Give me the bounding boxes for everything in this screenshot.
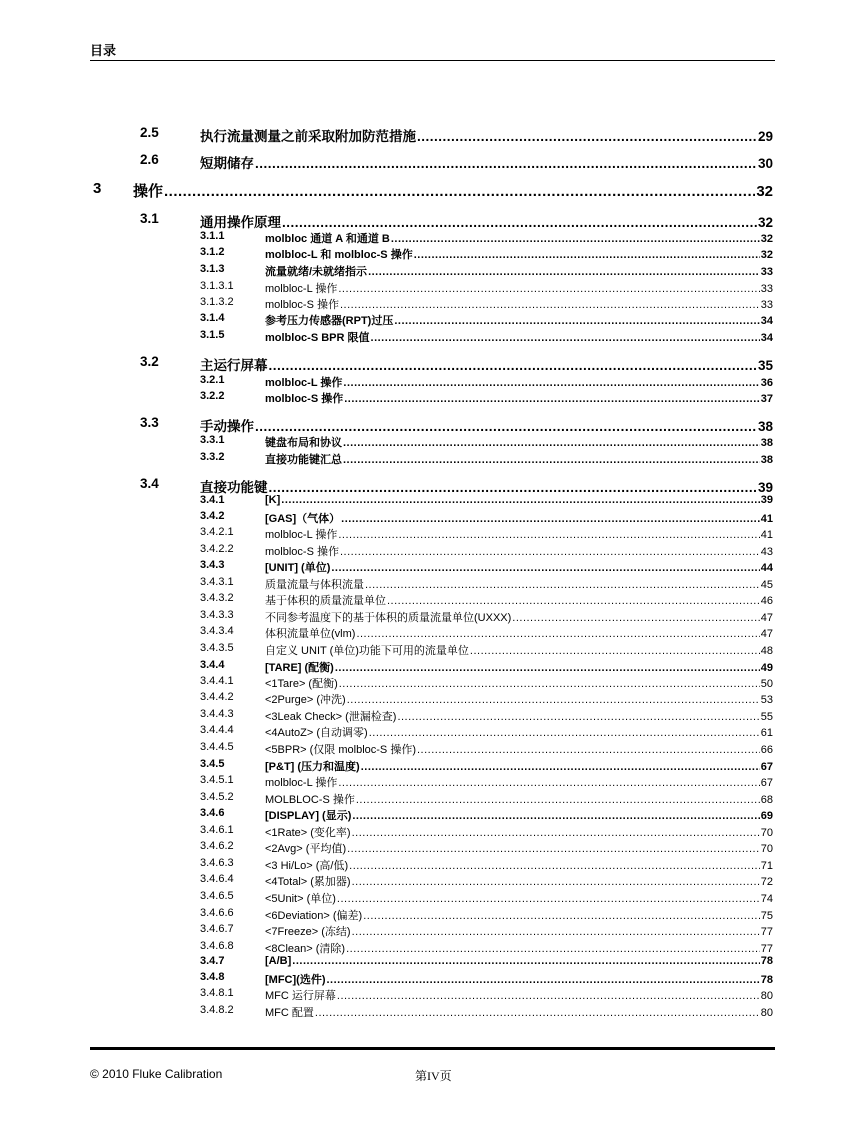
toc-entry-title: molbloc-S 操作 — [265, 546, 339, 558]
toc-entry-number: 3.3 — [140, 415, 159, 430]
toc-entry[interactable] — [200, 1004, 773, 1020]
toc-dot-leader — [512, 612, 759, 624]
toc-entry-title: [TARE] (配衡) — [265, 662, 334, 674]
toc-dot-leader — [344, 393, 760, 405]
toc-entry[interactable] — [140, 152, 773, 171]
toc-entry-number: 3.4.7 — [200, 955, 225, 967]
toc-entry[interactable] — [140, 354, 773, 373]
toc-entry[interactable] — [200, 451, 773, 467]
toc-entry-page: 43 — [760, 546, 773, 558]
toc-entry-title: 体积流量单位(vlm) — [265, 628, 356, 640]
toc-entry[interactable] — [200, 494, 773, 510]
toc-entry-page: 32 — [760, 233, 773, 245]
toc-entry-title: molbloc-L 操作 — [265, 377, 343, 389]
toc-entry-title: [MFC](选件) — [265, 974, 326, 986]
toc-dot-leader — [349, 860, 760, 872]
toc-dot-leader — [387, 595, 760, 607]
toc-entry-title: MFC 运行屏幕 — [265, 990, 336, 1002]
toc-entry-page: 70 — [760, 843, 773, 855]
toc-entry-number: 3.1.3.1 — [200, 280, 234, 292]
toc-dot-leader — [269, 480, 757, 495]
toc-entry-number: 3.1.4 — [200, 312, 225, 324]
toc-entry-number: 3.1.1 — [200, 230, 225, 242]
toc-entry-number: 2.5 — [140, 125, 159, 140]
toc-entry-page: 44 — [760, 562, 773, 574]
toc-entry-number: 3.3.1 — [200, 434, 225, 446]
toc-entry[interactable] — [200, 907, 773, 923]
toc-entry-title: 执行流量测量之前采取附加防范措施 — [200, 129, 416, 144]
toc-entry-page: 34 — [760, 332, 773, 344]
toc-entry-number: 3.4.4 — [200, 659, 225, 671]
toc-entry[interactable] — [200, 873, 773, 889]
footer-rule — [90, 1047, 775, 1050]
toc-entry-number: 3.4.6.1 — [200, 824, 234, 836]
toc-dot-leader — [341, 513, 760, 525]
toc-dot-leader — [352, 810, 759, 822]
toc-entry-title: <5Unit> (单位) — [265, 893, 336, 905]
toc-entry-page: 47 — [760, 628, 773, 640]
toc-entry-number: 3.2.2 — [200, 390, 225, 402]
toc-entry[interactable] — [200, 857, 773, 873]
toc-entry-title: 参考压力传感器(RPT)过压 — [265, 315, 394, 327]
toc-entry-page: 38 — [760, 454, 773, 466]
toc-entry-page: 46 — [760, 595, 773, 607]
toc-entry-page: 80 — [760, 990, 773, 1002]
toc-dot-leader — [369, 727, 760, 739]
toc-entry-title: 短期储存 — [200, 156, 254, 171]
toc-entry-page: 45 — [760, 579, 773, 591]
toc-dot-leader — [326, 974, 759, 986]
toc-dot-leader — [335, 662, 760, 674]
toc-dot-leader — [255, 156, 757, 171]
toc-entry-title: 不同参考温度下的基于体积的质量流量单位(UXXX) — [265, 612, 512, 624]
toc-entry-number: 3.4.1 — [200, 494, 225, 506]
toc-entry-number: 3.4.6 — [200, 807, 225, 819]
toc-entry[interactable] — [200, 510, 773, 526]
toc-entry-title: [P&T] (压力和温度) — [265, 761, 360, 773]
toc-entry-page: 38 — [757, 419, 773, 434]
toc-entry-number: 3.1.5 — [200, 329, 225, 341]
toc-entry-number: 3.1.3 — [200, 263, 225, 275]
toc-entry-page: 66 — [760, 744, 773, 756]
toc-dot-leader — [470, 645, 760, 657]
toc-entry-title: 通用操作原理 — [200, 215, 281, 230]
toc-entry-page: 80 — [760, 1007, 773, 1019]
toc-entry[interactable] — [200, 526, 773, 542]
toc-entry-title: <8Clean> (清除) — [265, 943, 346, 955]
toc-entry[interactable] — [200, 987, 773, 1003]
toc-entry-number: 3.1 — [140, 211, 159, 226]
toc-entry-page: 36 — [760, 377, 773, 389]
page-header — [90, 40, 775, 61]
toc-entry[interactable] — [200, 625, 773, 641]
toc-entry-number: 3 — [93, 180, 102, 197]
toc-entry-title: <3 Hi/Lo> (高/低) — [265, 860, 349, 872]
toc-entry-number: 3.4.4.2 — [200, 691, 234, 703]
toc-dot-leader — [368, 266, 760, 278]
toc-entry[interactable] — [200, 263, 773, 279]
toc-entry-title: <4AutoZ> (自动调零) — [265, 727, 368, 739]
toc-entry-title: molbloc-S 操作 — [265, 393, 344, 405]
toc-entry-page: 71 — [760, 860, 773, 872]
toc-entry-number: 3.4.2 — [200, 510, 225, 522]
toc-dot-leader — [397, 711, 759, 723]
footer-page-number: 第IV页 — [415, 1069, 452, 1083]
toc-dot-leader — [281, 494, 759, 506]
toc-entry[interactable] — [200, 758, 773, 774]
toc-entry-number: 3.4.2.2 — [200, 543, 234, 555]
footer-copyright: © 2010 Fluke Calibration — [90, 1067, 223, 1081]
toc-entry-page: 50 — [760, 678, 773, 690]
toc-entry-title: <5BPR> (仅限 molbloc-S 操作) — [265, 744, 416, 756]
toc-entry-number: 3.4.6.2 — [200, 840, 234, 852]
toc-entry-title: <3Leak Check> (泄漏检查) — [265, 711, 397, 723]
toc-entry-title: [GAS]（气体） — [265, 513, 341, 525]
toc-entry-page: 74 — [760, 893, 773, 905]
toc-entry-title: molbloc 通道 A 和通道 B — [265, 233, 390, 245]
toc-entry[interactable] — [200, 971, 773, 987]
toc-entry-title: <4Total> (累加器) — [265, 876, 351, 888]
toc-dot-leader — [338, 283, 759, 295]
toc-entry-page: 32 — [760, 249, 773, 261]
toc-dot-leader — [347, 694, 760, 706]
toc-entry-page: 33 — [760, 266, 773, 278]
toc-entry-number: 3.4.4.5 — [200, 741, 234, 753]
toc-entry-page: 78 — [760, 955, 773, 967]
toc-entry-title: 手动操作 — [200, 419, 254, 434]
toc-entry-page: 67 — [760, 761, 773, 773]
toc-entry-title: MOLBLOC-S 操作 — [265, 794, 355, 806]
toc-entry[interactable] — [200, 708, 773, 724]
toc-entry-page: 47 — [760, 612, 773, 624]
toc-dot-leader — [292, 955, 759, 967]
toc-entry-page: 77 — [760, 943, 773, 955]
toc-entry[interactable] — [200, 609, 773, 625]
toc-entry-page: 35 — [757, 358, 773, 373]
toc-entry-number: 3.4.4.1 — [200, 675, 234, 687]
toc-dot-leader — [356, 628, 759, 640]
toc-entry-number: 3.4.5 — [200, 758, 225, 770]
toc-entry-page: 38 — [760, 437, 773, 449]
toc-dot-leader — [340, 299, 760, 311]
toc-entry-number: 3.4.4.4 — [200, 724, 234, 736]
toc-entry[interactable] — [93, 180, 773, 200]
toc-entry-page: 67 — [760, 777, 773, 789]
toc-entry-page: 53 — [760, 694, 773, 706]
toc-dot-leader — [340, 546, 760, 558]
toc-entry-title: [DISPLAY] (显示) — [265, 810, 352, 822]
toc-entry[interactable] — [140, 211, 773, 230]
toc-dot-leader — [417, 129, 757, 144]
header-title: 目录 — [90, 43, 117, 58]
toc-entry-title: <7Freeze> (冻结) — [265, 926, 351, 938]
toc-entry[interactable] — [200, 280, 773, 296]
toc-entry-number: 3.4.6.6 — [200, 907, 234, 919]
toc-entry-number: 3.4.6.8 — [200, 940, 234, 952]
toc-entry-title: 质量流量与体积流量 — [265, 579, 364, 591]
toc-entry-page: 77 — [760, 926, 773, 938]
toc-entry-number: 3.4.6.3 — [200, 857, 234, 869]
toc-entry-title: 基于体积的质量流量单位 — [265, 595, 386, 607]
toc-entry-title: 键盘布局和协议 — [265, 437, 342, 449]
toc-entry-title: 自定义 UNIT (单位)功能下可用的流量单位 — [265, 645, 469, 657]
toc-entry-title: 主运行屏幕 — [200, 358, 268, 373]
toc-entry-title: <1Tare> (配衡) — [265, 678, 338, 690]
toc-entry[interactable] — [140, 476, 773, 495]
toc-dot-leader — [338, 529, 759, 541]
toc-entry[interactable] — [200, 807, 773, 823]
toc-entry-title: [A/B] — [265, 955, 292, 967]
toc-entry-title: <1Rate> (变化率) — [265, 827, 351, 839]
toc-dot-leader — [331, 562, 759, 574]
toc-dot-leader — [282, 215, 757, 230]
toc-entry[interactable] — [200, 955, 773, 971]
toc-entry[interactable] — [200, 923, 773, 939]
toc-entry-title: [UNIT] (单位) — [265, 562, 331, 574]
toc-entry[interactable] — [200, 791, 773, 807]
toc-entry[interactable] — [200, 296, 773, 312]
toc-entry[interactable] — [200, 559, 773, 575]
toc-entry-page: 33 — [760, 283, 773, 295]
toc-entry-number: 3.4.6.4 — [200, 873, 234, 885]
toc-dot-leader — [363, 910, 760, 922]
toc-entry-number: 3.4.5.2 — [200, 791, 234, 803]
toc-entry[interactable] — [200, 824, 773, 840]
toc-entry-page: 30 — [757, 156, 773, 171]
toc-entry-title: molbloc-L 操作 — [265, 529, 338, 541]
toc-entry-title: molbloc-S 操作 — [265, 299, 339, 311]
toc-entry-title: molbloc-L 操作 — [265, 777, 338, 789]
toc-dot-leader — [269, 358, 757, 373]
toc-entry-page: 39 — [757, 480, 773, 495]
toc-dot-leader — [343, 454, 760, 466]
toc-dot-leader — [343, 437, 760, 449]
toc-entry-title: <2Avg> (平均值) — [265, 843, 347, 855]
toc-entry-page: 34 — [760, 315, 773, 327]
toc-entry-page: 69 — [760, 810, 773, 822]
toc-entry[interactable] — [200, 592, 773, 608]
toc-entry-title: <2Purge> (冲洗) — [265, 694, 346, 706]
toc-entry[interactable] — [140, 415, 773, 434]
toc-entry-title: 直接功能键 — [200, 480, 268, 495]
toc-entry-number: 3.2.1 — [200, 374, 225, 386]
toc-dot-leader — [352, 926, 760, 938]
toc-dot-leader — [394, 315, 759, 327]
toc-entry-number: 3.4 — [140, 476, 159, 491]
toc-entry[interactable] — [200, 230, 773, 246]
toc-entry-number: 2.6 — [140, 152, 159, 167]
toc-entry[interactable] — [200, 642, 773, 658]
toc-entry-page: 33 — [760, 299, 773, 311]
toc-entry-page: 37 — [760, 393, 773, 405]
toc-entry-number: 3.4.8 — [200, 971, 225, 983]
toc-entry-number: 3.4.4.3 — [200, 708, 234, 720]
toc-dot-leader — [417, 744, 760, 756]
toc-dot-leader — [338, 777, 759, 789]
toc-entry-page: 61 — [760, 727, 773, 739]
toc-entry[interactable] — [200, 659, 773, 675]
toc-entry-number: 3.4.8.1 — [200, 987, 234, 999]
toc-dot-leader — [361, 761, 760, 773]
toc-entry-title: MFC 配置 — [265, 1007, 314, 1019]
toc-entry-title: [K] — [265, 494, 281, 506]
toc-dot-leader — [391, 233, 760, 245]
toc-entry-page: 68 — [760, 794, 773, 806]
toc-entry-page: 78 — [760, 974, 773, 986]
toc-entry[interactable] — [200, 434, 773, 450]
toc-entry-number: 3.1.3.2 — [200, 296, 234, 308]
toc-entry-page: 75 — [760, 910, 773, 922]
toc-entry-number: 3.4.2.1 — [200, 526, 234, 538]
toc-entry-title: 直接功能键汇总 — [265, 454, 342, 466]
toc-entry-page: 48 — [760, 645, 773, 657]
toc-dot-leader — [343, 377, 759, 389]
toc-entry-number: 3.3.2 — [200, 451, 225, 463]
toc-entry[interactable] — [200, 390, 773, 406]
toc-entry[interactable] — [200, 890, 773, 906]
toc-entry[interactable] — [200, 724, 773, 740]
toc-entry[interactable] — [200, 675, 773, 691]
toc-entry-page: 32 — [756, 183, 773, 200]
toc-entry-number: 3.4.3.3 — [200, 609, 234, 621]
toc-dot-leader — [337, 893, 760, 905]
toc-entry-page: 55 — [760, 711, 773, 723]
toc-dot-leader — [339, 678, 760, 690]
toc-entry[interactable] — [200, 940, 773, 956]
toc-entry-page: 39 — [760, 494, 773, 506]
toc-dot-leader — [365, 579, 760, 591]
toc-entry-number: 3.4.3.4 — [200, 625, 234, 637]
toc-dot-leader — [315, 1007, 760, 1019]
toc-entry-number: 3.4.6.7 — [200, 923, 234, 935]
toc-entry-page: 70 — [760, 827, 773, 839]
toc-entry[interactable] — [200, 576, 773, 592]
toc-dot-leader — [414, 249, 760, 261]
toc-entry[interactable] — [200, 329, 773, 345]
toc-entry-page: 49 — [760, 662, 773, 674]
toc-entry-number: 3.4.3.1 — [200, 576, 234, 588]
toc-entry-page: 72 — [760, 876, 773, 888]
toc-entry-title: 操作 — [133, 183, 164, 200]
toc-entry-title: 流量就绪/未就绪指示 — [265, 266, 368, 278]
toc-entry-page: 32 — [757, 215, 773, 230]
toc-entry-number: 3.4.3.5 — [200, 642, 234, 654]
toc-entry-page: 41 — [760, 513, 773, 525]
toc-entry-title: molbloc-S BPR 限值 — [265, 332, 370, 344]
toc-dot-leader — [356, 794, 760, 806]
toc-entry[interactable] — [200, 691, 773, 707]
toc-dot-leader — [371, 332, 760, 344]
toc-entry[interactable] — [200, 543, 773, 559]
toc-entry-number: 3.4.6.5 — [200, 890, 234, 902]
toc-entry[interactable] — [140, 125, 773, 144]
toc-entry[interactable] — [200, 246, 773, 262]
toc-entry-number: 3.4.3.2 — [200, 592, 234, 604]
toc-dot-leader — [352, 876, 760, 888]
toc-dot-leader — [255, 419, 757, 434]
toc-entry[interactable] — [200, 774, 773, 790]
toc-dot-leader — [346, 943, 760, 955]
toc-entry[interactable] — [200, 312, 773, 328]
toc-dot-leader — [352, 827, 760, 839]
toc-entry-number: 3.1.2 — [200, 246, 225, 258]
toc-entry-number: 3.4.8.2 — [200, 1004, 234, 1016]
toc-entry-number: 3.2 — [140, 354, 159, 369]
toc-entry-title: <6Deviation> (偏差) — [265, 910, 363, 922]
toc-entry[interactable] — [200, 374, 773, 390]
toc-entry-title: molbloc-L 和 molbloc-S 操作 — [265, 249, 413, 261]
toc-dot-leader — [164, 183, 755, 200]
toc-dot-leader — [347, 843, 760, 855]
toc-entry[interactable] — [200, 741, 773, 757]
toc-entry-page: 29 — [757, 129, 773, 144]
toc-entry-number: 3.4.3 — [200, 559, 225, 571]
toc-dot-leader — [337, 990, 760, 1002]
toc-entry-page: 41 — [760, 529, 773, 541]
toc-entry-number: 3.4.5.1 — [200, 774, 234, 786]
toc-entry[interactable] — [200, 840, 773, 856]
toc-entry-title: molbloc-L 操作 — [265, 283, 338, 295]
